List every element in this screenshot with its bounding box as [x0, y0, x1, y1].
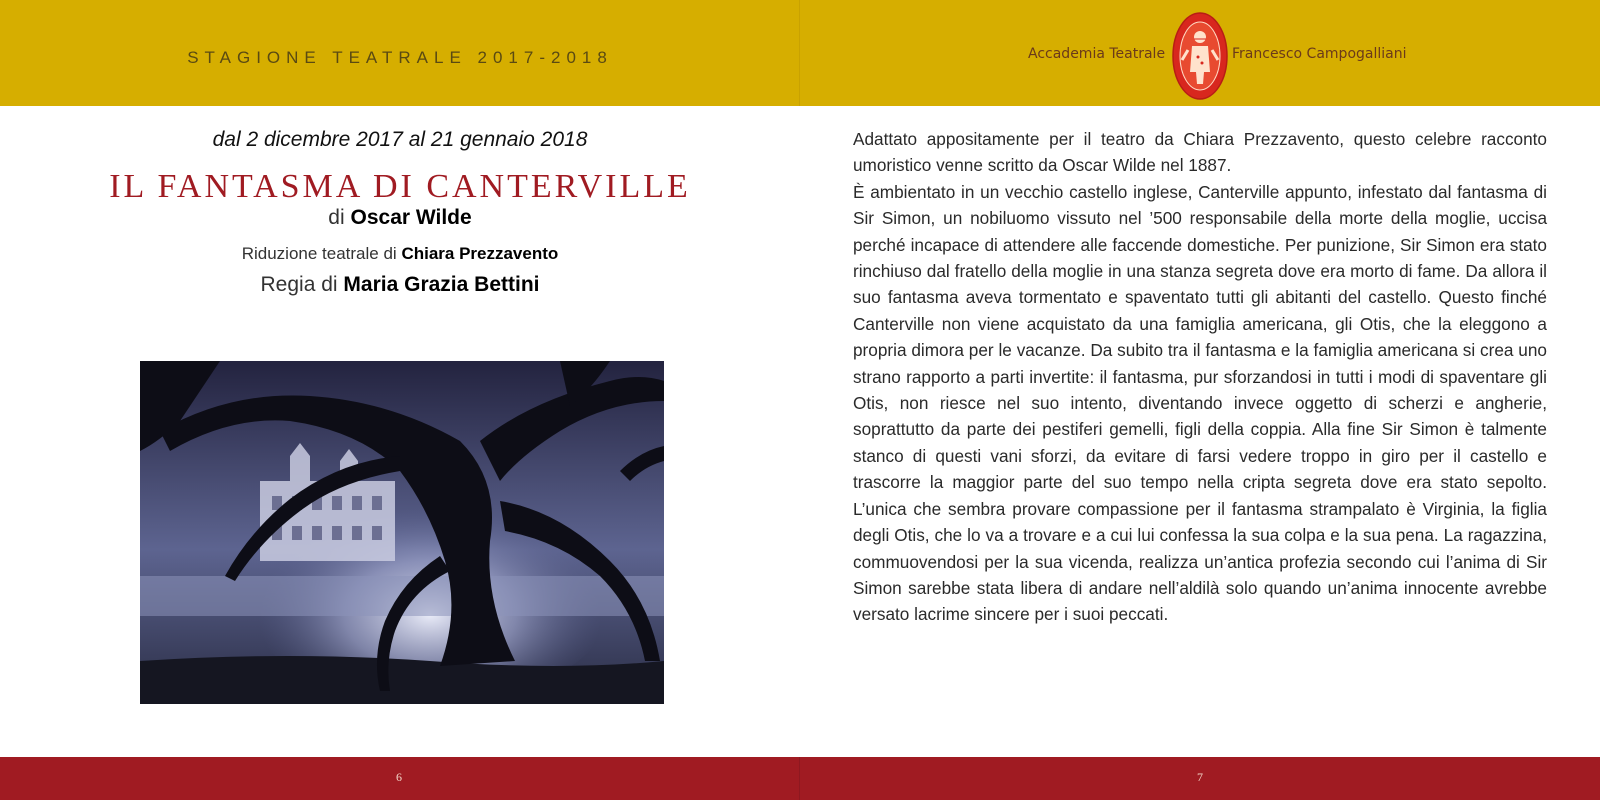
direction-prefix: Regia di: [260, 273, 338, 296]
academy-name-left: Accademia Teatrale: [1028, 46, 1166, 62]
season-heading: STAGIONE TEATRALE 2017-2018: [187, 48, 613, 67]
synopsis-paragraph: Adattato appositamente per il teatro da Chiara Prezzavento, questo celebre racconto umoristico venne scritto da Oscar Wilde nel 1887.: [853, 129, 1547, 176]
show-author-line: [80, 206, 720, 230]
synopsis-paragraph: È ambientato in un vecchio castello inglese, Canterville appunto, infestato dal fantasma di Sir Simon, un nobiluomo vissuto nel ’500 responsabile della morte della moglie, uccisa perché incapace di attendere alle faccende domestiche. Per punizione, Sir Simon era stato rinchiuso dal fratello della moglie in una stanza segreta dove era morto di fame. Da allora il suo fantasma aveva tormentato e spaventato tutti gli abitanti del castello. Questo finché Canterville non viene acquistato da una famiglia americana, gli Otis, che la eleggono a propria dimora per le vacanze. Da subito tra il fantasma e la famiglia americana si crea uno strano rapporto a parti invertite: il fantasma, pur sforzandosi in tutti i modi di spaventare gli Otis, non riesce nel suo intento, diventando invece oggetto di scherzi e angherie, soprattutto da parte dei pestiferi gemelli, figli della coppia. Alla fine Sir Simon è talmente stanco di questi vani sforzi, da evitare di farsi vedere troppo in giro per il castello e trascorre la maggior parte del suo tempo nella cripta segreta dove era stato sepolto. L’unica che sembra provare compassione per il fantasma strampalato è Virginia, la figlia degli Otis, che lo va a trovare e a cui lui confessa la sua colpa e la sua pena. La ragazzina, commuovendosi per la sua vicenda, realizza un’antica profezia secondo cui l’anima di Sir Simon sarebbe stata libera di andare nell’aldilà solo quando un’anima innocente avrebbe versato lacrime sincere per i suoi peccati.: [853, 181, 1547, 625]
author-name: Oscar Wilde: [350, 206, 472, 229]
author-prefix: di: [328, 206, 345, 229]
reduction-prefix: Riduzione teatrale di: [241, 244, 397, 263]
footer-bar: [0, 757, 1600, 800]
show-photo: [140, 361, 664, 704]
synopsis-text: [853, 126, 1547, 628]
direction-line: [80, 273, 720, 297]
show-title: IL FANTASMA DI CANTERVILLE: [109, 168, 691, 205]
page-number-left: 6: [396, 770, 402, 784]
reduction-line: [80, 244, 720, 264]
show-dates: dal 2 dicembre 2017 al 21 gennaio 2018: [212, 128, 588, 151]
academy-name-right: Francesco Campogalliani: [1232, 46, 1407, 62]
reduction-author: Chiara Prezzavento: [401, 244, 559, 263]
page-number-right: 7: [1197, 770, 1203, 784]
page-divider: [799, 757, 800, 800]
director-name: Maria Grazia Bettini: [343, 273, 540, 296]
academy-seal-logo: [1170, 10, 1230, 102]
page-divider: [799, 0, 800, 106]
